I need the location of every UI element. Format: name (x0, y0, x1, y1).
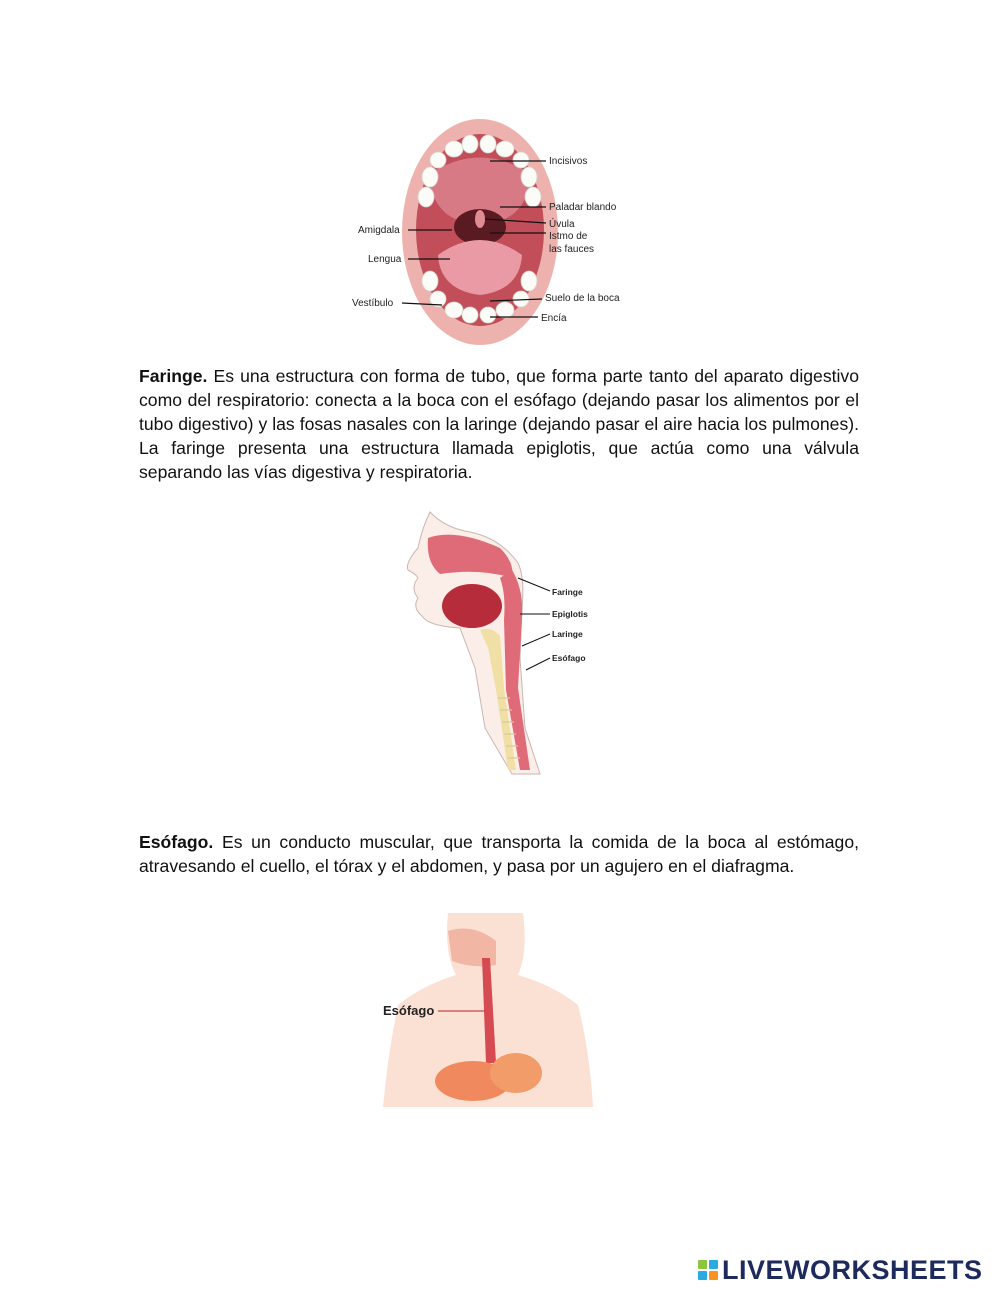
label-esofago-pharynx: Esófago (552, 653, 586, 663)
mouth-diagram (350, 115, 640, 350)
label-encia: Encía (541, 313, 567, 324)
pharynx-diagram (400, 508, 600, 780)
label-vestibulo: Vestíbulo (352, 298, 394, 309)
stomach-shape (490, 1053, 542, 1093)
label-suelo-boca: Suelo de la boca (545, 293, 620, 304)
logo-grid-icon (698, 1260, 718, 1280)
label-laringe: Laringe (552, 629, 583, 639)
esofago-paragraph (139, 830, 859, 878)
label-istmo-2: las fauces (549, 244, 595, 255)
label-incisivos: Incisivos (549, 156, 588, 167)
label-paladar-blando: Paladar blando (549, 202, 617, 213)
esofago-title: Esófago. (139, 832, 214, 852)
label-uvula: Úvula (549, 219, 575, 230)
faringe-body: Es una estructura con forma de tubo, que forma parte tanto del aparato digestivo como del respiratorio: conecta a la boca con el esófago (dejando pasar los alimentos por el tubo digestivo) y las fosas nasales con la laringe (dejando pasar el aire hacia los pulmones). La faringe presenta una estructura llamada epiglotis, que actúa como una válvula separando las vías digestiva y respiratoria. (139, 366, 859, 482)
liveworksheets-logo (698, 1255, 983, 1285)
label-faringe: Faringe (552, 587, 583, 597)
esophagus-diagram (378, 913, 628, 1107)
esofago-body: Es un conducto muscular, que transporta la comida de la boca al estómago, atravesando el cuello, el tórax y el abdomen, y pasa por un agujero en el diafragma. (139, 832, 859, 876)
tongue-mass-shape (442, 584, 502, 628)
faringe-title: Faringe. (139, 366, 208, 386)
faringe-paragraph (139, 364, 859, 484)
label-amigdala: Amigdala (358, 225, 400, 236)
label-esofago-torso: Esófago (383, 1003, 435, 1018)
uvula-shape (475, 210, 485, 228)
label-epiglotis: Epiglotis (552, 609, 588, 619)
nasal-cavity-shape (428, 535, 513, 578)
brand-text: LIVEWORKSHEETS (722, 1254, 983, 1285)
label-lengua: Lengua (368, 254, 402, 265)
label-istmo-1: Istmo de (549, 231, 588, 242)
